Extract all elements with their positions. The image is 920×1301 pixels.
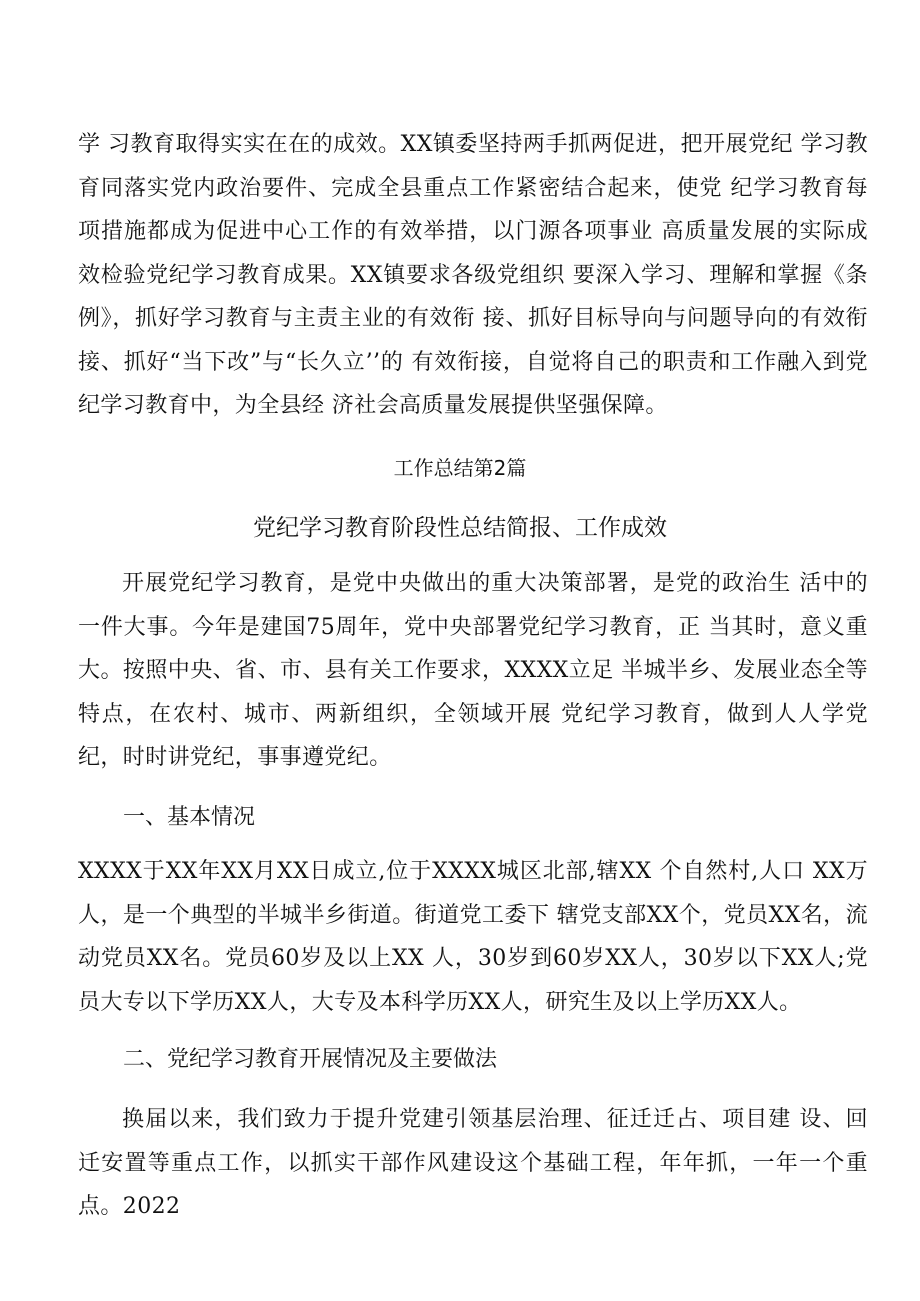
heading-basic-situation: 一、基本情况 [123, 805, 256, 830]
section-subtitle: 工作总结第2篇 [393, 456, 527, 480]
body-paragraph-1: 学 习教育取得实实在在的成效。XX镇委坚持两手抓两促进，把开展党纪 学习教育同落实党内政治要件、完成全县重点工作紧密结合起来，使党 纪学习教育每项措施都成为促进中心工作的有效举措，以门源各项事业 高质量发展的实际成效检验党纪学习教育成果。XX镇要求各级党组织 要深入学习、理解和掌握《条例》，抓好学习教育与主责主业的有效衔 接、抓好目标导向与问题导向的有效衔接、抓好“当下改”与“长久立’’的 有效衔接，自觉将自己的职责和工作融入到党纪学习教育中，为全县经 济社会高质量发展提供坚强保障。 [78, 132, 868, 418]
body-paragraph-3: XXXX于XX年XX月XX日成立,位于XXXX城区北部,辖XX 个自然村,人口 XX万人，是一个典型的半城半乡街道。街道党工委下 辖党支部XX个，党员XX名，流动党员XX名。党员60岁及以上XX 人，30岁到60岁XX人，30岁以下XX人;党员大专以下学历XX人，大专及本科学历XX人，研究生及以上学历XX人。 [78, 859, 868, 1015]
heading-work-progress: 二、党纪学习教育开展情况及主要做法 [123, 1047, 498, 1072]
body-paragraph-4: 换届以来，我们致力于提升党建引领基层治理、征迁迁占、项目建 设、回迁安置等重点工作，以抓实干部作风建设这个基础工程，年年抓，一年一个重点。2022 [78, 1107, 868, 1219]
body-paragraph-2: 开展党纪学习教育，是党中央做出的重大决策部署，是党的政治生 活中的一件大事。今年是建国75周年，党中央部署党纪学习教育，正 当其时，意义重大。按照中央、省、市、县有关工作要求，XXXX立足 半城半乡、发展业态全等特点，在农村、城市、两新组织，全领域开展 党纪学习教育，做到人人学党纪，时时讲党纪，事事遵党纪。 [78, 571, 868, 770]
document-title: 党纪学习教育阶段性总结简报、工作成效 [253, 515, 667, 541]
